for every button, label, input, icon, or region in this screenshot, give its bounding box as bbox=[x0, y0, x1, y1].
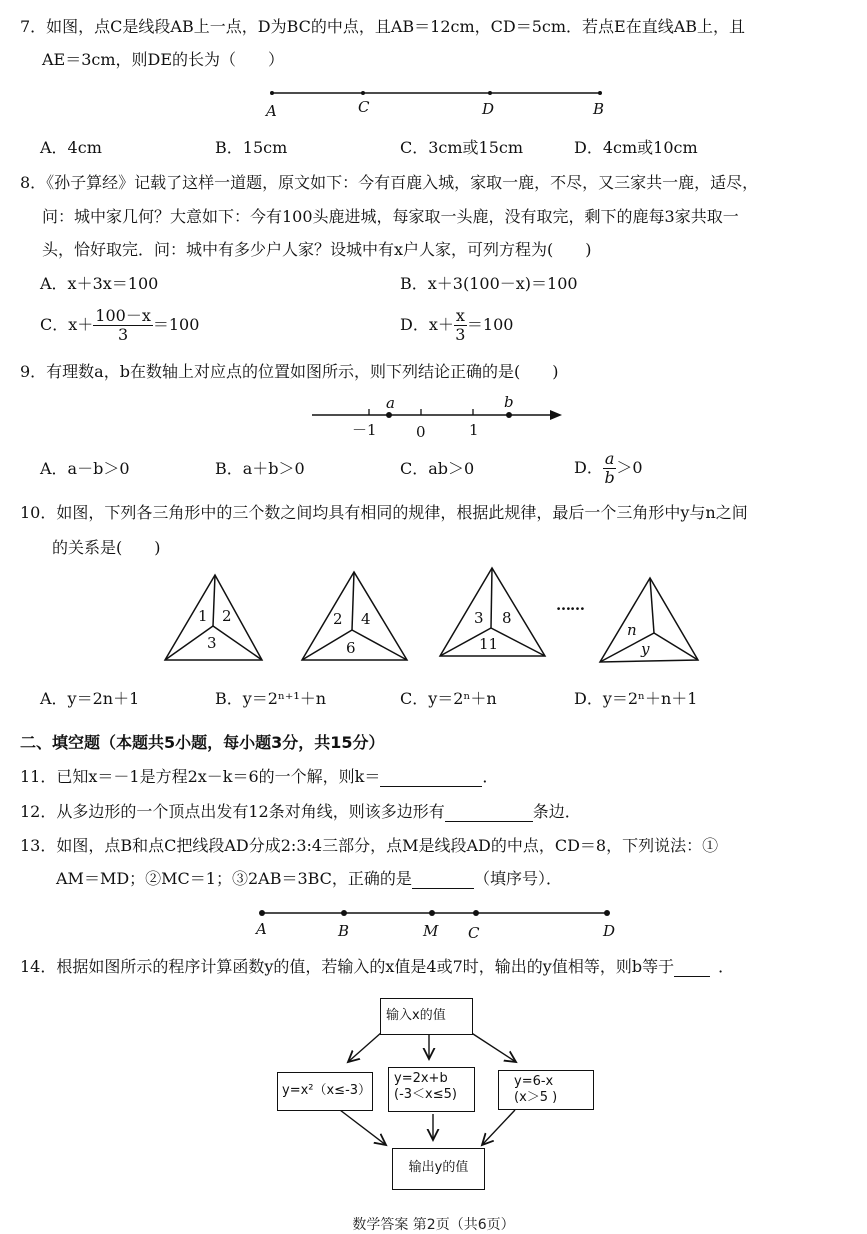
q7-label-a: A bbox=[266, 102, 277, 120]
q10-stem-line1: 10．如图，下列各三角形中的三个数之间均具有相同的规律，根据此规律，最后一个三角形中y与n之间 bbox=[20, 503, 748, 522]
q7-stem-line1: 7．如图，点C是线段AB上一点，D为BC的中点，且AB＝12cm，CD＝5cm．若点E在直线AB上，且 bbox=[20, 17, 746, 36]
q9-option-b: B．a＋b＞0 bbox=[215, 459, 305, 478]
q10-t1-right: 2 bbox=[222, 607, 232, 625]
page-footer: 数学答案 第2页（共6页） bbox=[352, 1217, 515, 1233]
q8-option-c-numerator: 100－x bbox=[95, 306, 151, 325]
q11-stem-prefix: 11．已知x＝－1是方程2x－k＝6的一个解，则k＝ bbox=[20, 767, 381, 786]
q14-right-line1: y=6-x bbox=[514, 1074, 554, 1089]
q14-output-box: 输出y的值 bbox=[392, 1148, 485, 1190]
q8-option-d-numerator: x bbox=[455, 306, 465, 325]
q8-option-a: A．x＋3x＝100 bbox=[40, 274, 159, 293]
q9-option-d-numerator: a bbox=[604, 449, 615, 468]
q9-tick-0: 0 bbox=[416, 423, 426, 441]
q9-stem: 9．有理数a，b在数轴上对应点的位置如图所示，则下列结论正确的是( ) bbox=[20, 362, 559, 381]
q9-option-c: C．ab＞0 bbox=[400, 459, 475, 478]
q8-option-b: B．x＋3(100－x)＝100 bbox=[400, 274, 578, 293]
q10-t2-bottom: 6 bbox=[346, 639, 356, 657]
q10-t4-bottom: y bbox=[641, 640, 650, 658]
q10-t4-left: n bbox=[627, 621, 637, 639]
q10-t3-right: 8 bbox=[502, 609, 512, 627]
q7-option-b: B．15cm bbox=[215, 138, 288, 157]
q8-stem-line1: 8．《孙子算经》记载了这样一道题，原文如下：今有百鹿入城，家取一鹿，不尽，又三家共一鹿，适尽， bbox=[20, 173, 759, 192]
q13-label-b: B bbox=[338, 922, 350, 940]
q8-option-d-suffix: ＝100 bbox=[466, 315, 514, 334]
q10-t3-bottom: 11 bbox=[479, 635, 499, 653]
q13-label-d: D bbox=[603, 922, 616, 940]
q12-stem-prefix: 12．从多边形的一个顶点出发有12条对角线，则该多边形有 bbox=[20, 802, 445, 821]
q10-t2-left: 2 bbox=[333, 610, 343, 628]
q8-option-d-denominator: 3 bbox=[455, 325, 466, 344]
q11-stem-suffix: ． bbox=[482, 767, 499, 786]
q9-option-d-denominator: b bbox=[604, 468, 615, 487]
q9-point-b: b bbox=[504, 393, 514, 411]
q9-point-a: a bbox=[386, 394, 395, 412]
q13-stem-line1: 13．如图，点B和点C把线段AD分成2:3:4三部分，点M是线段AD的中点，CD＝8，下列说法：① bbox=[20, 836, 719, 855]
q14-stem-suffix: ． bbox=[718, 957, 735, 976]
q8-option-c-denominator: 3 bbox=[117, 325, 129, 344]
q10-stem-line2: 的关系是( ) bbox=[52, 538, 161, 557]
q10-option-a: A．y＝2n＋1 bbox=[40, 689, 140, 708]
q14-right-line2: (x＞5 ) bbox=[514, 1090, 558, 1105]
q14-mid-line1: y=2x+b bbox=[394, 1071, 448, 1086]
q9-option-d-suffix: ＞0 bbox=[616, 458, 643, 477]
q9-tick-1: 1 bbox=[469, 421, 479, 439]
q10-option-b: B．y＝2ⁿ⁺¹＋n bbox=[215, 689, 327, 708]
q10-t1-bottom: 3 bbox=[207, 634, 217, 652]
q14-mid-line2: (-3＜x≤5) bbox=[394, 1087, 457, 1102]
q7-option-a: A．4cm bbox=[40, 138, 102, 157]
q14-input-box: 输入x的值 bbox=[380, 998, 473, 1035]
q13-stem-line2-prefix: AM＝MD；②MC＝1；③2AB＝3BC，正确的是 bbox=[56, 869, 412, 888]
q10-t2-right: 4 bbox=[361, 610, 371, 628]
q12-stem-suffix: 条边． bbox=[532, 802, 581, 821]
q10-t1-left: 1 bbox=[198, 607, 208, 625]
q9-tick-minus1: －1 bbox=[352, 421, 377, 439]
section2-heading: 二、填空题（本题共5小题，每小题3分，共15分） bbox=[20, 733, 385, 752]
q14-mid-branch-box bbox=[388, 1067, 475, 1112]
q7-label-c: C bbox=[358, 98, 370, 116]
q7-option-c: C．3cm或15cm bbox=[400, 138, 524, 157]
q8-option-d-prefix: D．x＋ bbox=[400, 315, 454, 334]
q9-option-d-prefix: D． bbox=[574, 458, 603, 477]
q8-stem-line2: 问：城中家几何？大意如下：今有100头鹿进城，每家取一头鹿，没有取完，剩下的鹿每3家共取一 bbox=[42, 207, 739, 226]
q13-stem-line2-suffix: （填序号）． bbox=[473, 869, 562, 888]
q9-option-a: A．a－b＞0 bbox=[40, 459, 130, 478]
q7-label-d: D bbox=[482, 100, 495, 118]
q13-label-c: C bbox=[468, 924, 480, 942]
q8-stem-line3: 头，恰好取完．问：城中有多少户人家？设城中有x户人家，可列方程为( ) bbox=[42, 240, 592, 259]
q8-option-c-suffix: ＝100 bbox=[152, 315, 200, 334]
q10-t3-left: 3 bbox=[474, 609, 484, 627]
q14-left-branch-box: y=x²（x≤-3） bbox=[277, 1072, 373, 1111]
q14-right-branch-box bbox=[498, 1070, 594, 1110]
q8-option-c-prefix: C．x＋ bbox=[40, 315, 94, 334]
q10-ellipsis: …… bbox=[556, 596, 584, 614]
q14-stem-prefix: 14．根据如图所示的程序计算函数y的值，若输入的x值是4或7时，输出的y值相等，则b等于 bbox=[20, 957, 675, 976]
q10-option-c: C．y＝2ⁿ＋n bbox=[400, 689, 497, 708]
q7-label-b: B bbox=[593, 100, 605, 118]
q10-option-d: D．y＝2ⁿ＋n＋1 bbox=[574, 689, 698, 708]
q7-stem-line2: AE＝3cm，则DE的长为（ ） bbox=[42, 50, 285, 69]
q13-label-a: A bbox=[256, 920, 267, 938]
q7-option-d: D．4cm或10cm bbox=[574, 138, 698, 157]
q13-label-m: M bbox=[423, 922, 439, 940]
